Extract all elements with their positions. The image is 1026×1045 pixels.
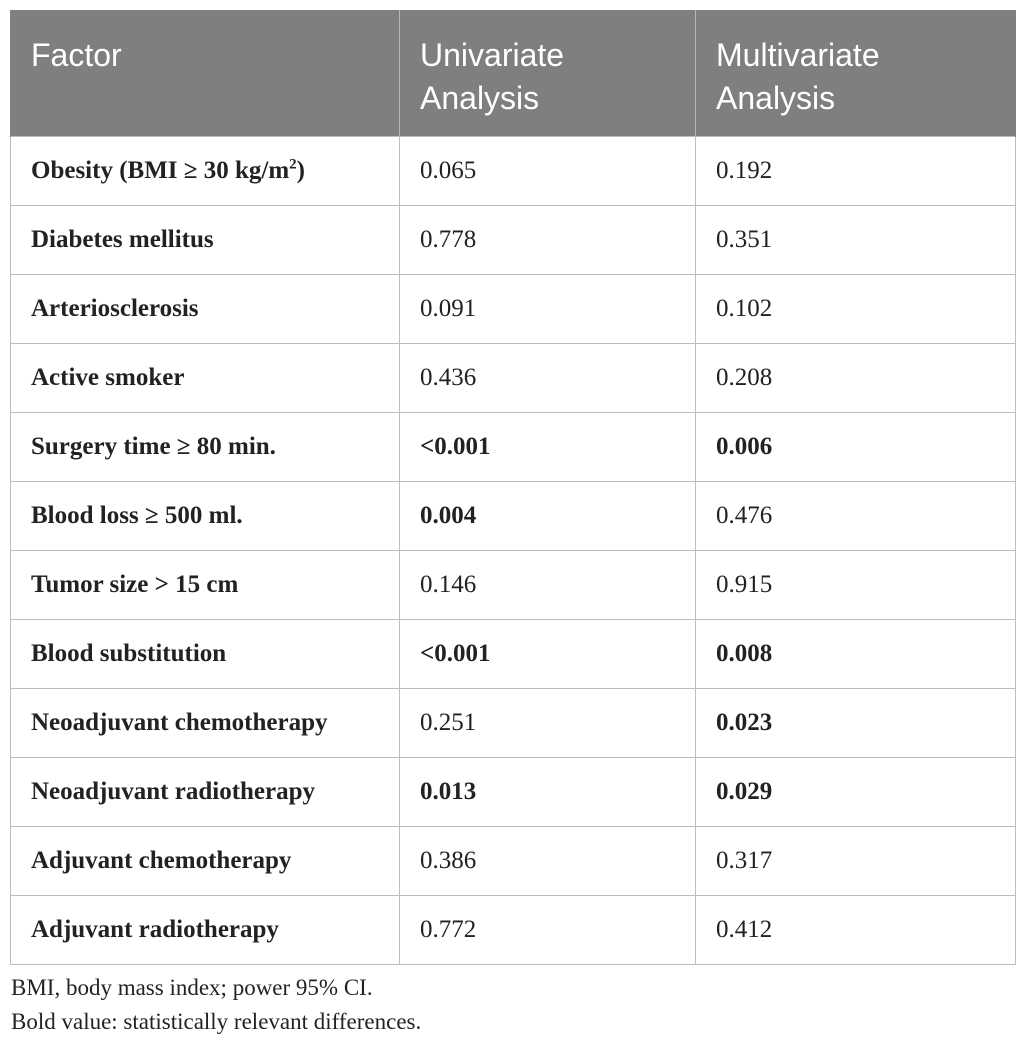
table-row [11,896,1016,965]
factor-superscript: 2 [289,156,297,173]
table-row [11,758,1016,827]
cell-factor: Adjuvant radiotherapy [11,896,400,965]
header-multivariate-line2: Analysis [716,80,836,116]
table-row [11,620,1016,689]
header-multivariate [696,10,1016,137]
cell-factor: Blood loss ≥ 500 ml. [11,482,400,551]
cell-multivariate: 0.351 [696,206,1016,275]
cell-factor: Arteriosclerosis [11,275,400,344]
cell-multivariate: 0.208 [696,344,1016,413]
table-row [11,827,1016,896]
cell-multivariate: 0.008 [696,620,1016,689]
cell-univariate: 0.091 [400,275,696,344]
footnote-abbreviations: BMI, body mass index; power 95% CI. [11,975,373,1000]
cell-univariate: 0.386 [400,827,696,896]
cell-multivariate: 0.317 [696,827,1016,896]
cell-factor: Active smoker [11,344,400,413]
cell-factor: Adjuvant chemotherapy [11,827,400,896]
cell-multivariate: 0.102 [696,275,1016,344]
cell-factor [11,137,400,206]
table-row [11,344,1016,413]
header-univariate-line2: Analysis [420,80,540,116]
cell-univariate: 0.772 [400,896,696,965]
cell-univariate: <0.001 [400,413,696,482]
header-factor-label: Factor [31,37,122,73]
cell-factor: Tumor size > 15 cm [11,551,400,620]
cell-multivariate: 0.476 [696,482,1016,551]
header-univariate [400,10,696,137]
results-table [10,10,1016,965]
cell-multivariate: 0.915 [696,551,1016,620]
table-row [11,275,1016,344]
cell-univariate: 0.065 [400,137,696,206]
header-univariate-line1: Univariate [420,37,565,73]
table-row [11,551,1016,620]
cell-multivariate: 0.192 [696,137,1016,206]
cell-univariate: 0.013 [400,758,696,827]
table-body [11,137,1016,965]
table-row [11,413,1016,482]
header-factor [11,10,400,137]
cell-multivariate: 0.412 [696,896,1016,965]
factor-text: Obesity (BMI ≥ 30 kg/m [31,157,290,184]
table-footnotes [10,971,1016,1039]
cell-univariate: 0.146 [400,551,696,620]
results-table-container [10,10,1016,1039]
cell-factor: Neoadjuvant chemotherapy [11,689,400,758]
cell-factor: Surgery time ≥ 80 min. [11,413,400,482]
table-row [11,482,1016,551]
cell-univariate: 0.436 [400,344,696,413]
footnote-bold-meaning: Bold value: statistically relevant differences. [11,1009,422,1034]
cell-factor: Diabetes mellitus [11,206,400,275]
header-row [11,10,1016,137]
cell-factor: Neoadjuvant radiotherapy [11,758,400,827]
cell-multivariate: 0.023 [696,689,1016,758]
header-multivariate-line1: Multivariate [716,37,880,73]
cell-univariate: <0.001 [400,620,696,689]
table-row [11,137,1016,206]
factor-text-tail: ) [296,157,305,184]
table-row [11,689,1016,758]
cell-multivariate: 0.006 [696,413,1016,482]
cell-univariate: 0.004 [400,482,696,551]
table-header [11,10,1016,137]
table-row [11,206,1016,275]
cell-univariate: 0.251 [400,689,696,758]
cell-factor: Blood substitution [11,620,400,689]
cell-multivariate: 0.029 [696,758,1016,827]
cell-univariate: 0.778 [400,206,696,275]
